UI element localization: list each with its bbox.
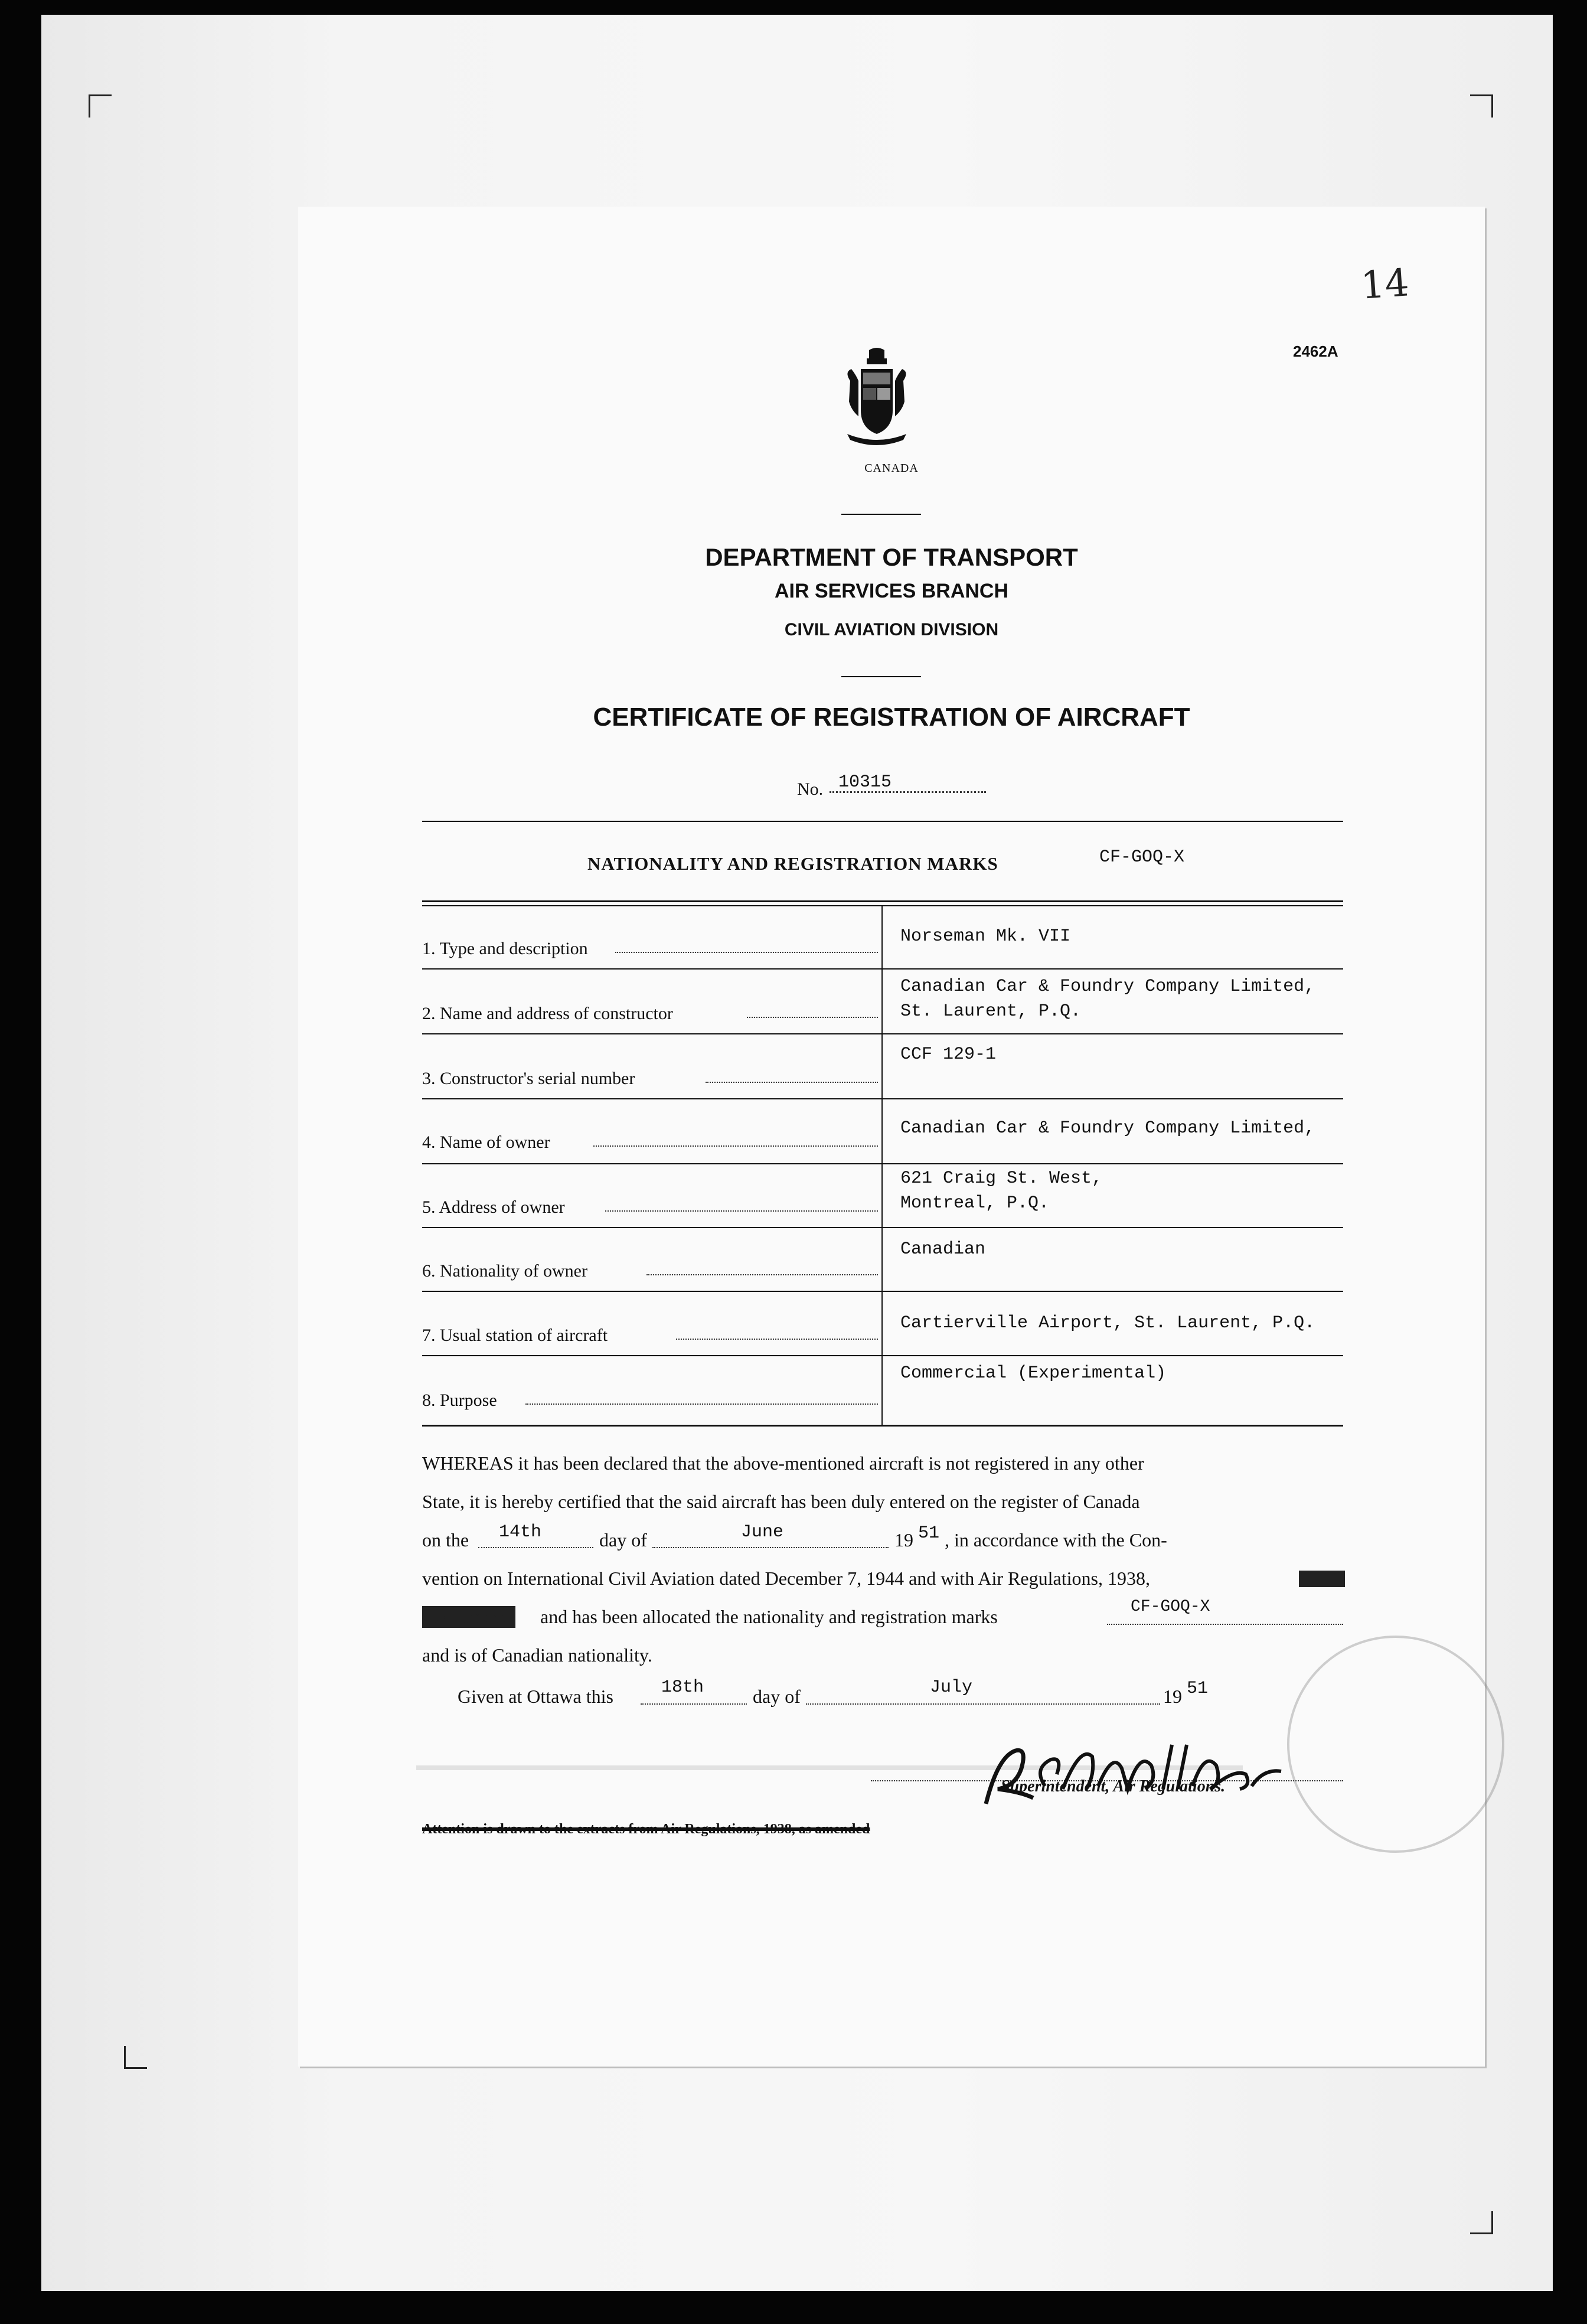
footer-struck-text: Attention is drawn to the extracts from Air Regulations, 1938, as amended xyxy=(422,1822,870,1837)
body-line-6: and is of Canadian nationality. xyxy=(422,1644,652,1666)
body-line-2: State, it is hereby certified that the said aircraft has been duly entered on the register of Canada xyxy=(422,1491,1140,1512)
dotted-leader xyxy=(641,1703,747,1705)
given-year: 51 xyxy=(1187,1679,1209,1699)
marks-label: NATIONALITY AND REGISTRATION MARKS xyxy=(587,853,998,874)
row-label: 5. Address of owner xyxy=(422,1197,565,1217)
strike-mark xyxy=(1299,1571,1345,1587)
branch-heading: AIR SERVICES BRANCH xyxy=(774,580,1009,602)
dotted-leader xyxy=(676,1339,878,1340)
register-year: 51 xyxy=(918,1523,940,1543)
row-value: Canadian Car & Foundry Company Limited, St. Laurent, P.Q. xyxy=(900,977,1315,1021)
row-label: 6. Nationality of owner xyxy=(422,1261,587,1281)
row-rule xyxy=(422,1227,1343,1228)
dotted-leader xyxy=(652,1547,889,1548)
row-value: Canadian Car & Foundry Company Limited, xyxy=(900,1118,1315,1138)
dotted-leader xyxy=(615,952,878,953)
body-line-1: WHEREAS it has been declared that the above-mentioned aircraft is not registered in any other xyxy=(422,1452,1144,1474)
row-label: 8. Purpose xyxy=(422,1391,497,1410)
dotted-leader xyxy=(706,1082,878,1083)
crop-mark xyxy=(1470,94,1493,117)
given-year-prefix: 19 xyxy=(1163,1686,1182,1707)
row-value: Norseman Mk. VII xyxy=(900,926,1071,946)
certificate-title: CERTIFICATE OF REGISTRATION OF AIRCRAFT xyxy=(593,703,1190,732)
emblem-caption: CANADA xyxy=(864,462,919,475)
row-value: Cartierville Airport, St. Laurent, P.Q. xyxy=(900,1313,1315,1333)
register-day: 14th xyxy=(499,1522,542,1542)
crop-mark xyxy=(1470,2211,1493,2234)
dotted-leader xyxy=(525,1403,878,1405)
dotted-leader xyxy=(747,1017,878,1018)
on-the-text: on the xyxy=(422,1529,469,1551)
row-value: 621 Craig St. West, Montreal, P.Q. xyxy=(900,1168,1103,1213)
row-rule xyxy=(422,1033,1343,1034)
dotted-leader xyxy=(605,1210,878,1212)
divider xyxy=(841,676,921,677)
divider xyxy=(422,821,1343,822)
given-prefix: Given at Ottawa this xyxy=(458,1686,613,1707)
certificate-no-label: No. xyxy=(797,779,824,799)
faint-seal xyxy=(1287,1636,1504,1853)
row-label: 4. Name of owner xyxy=(422,1132,550,1152)
row-label: 7. Usual station of aircraft xyxy=(422,1326,608,1345)
row-label: 3. Constructor's serial number xyxy=(422,1069,635,1088)
certificate-no-value: 10315 xyxy=(838,772,892,792)
department-heading: DEPARTMENT OF TRANSPORT xyxy=(705,543,1078,571)
body-line-5 xyxy=(422,1598,1343,1633)
row-label: 1. Type and description xyxy=(422,939,588,958)
day-of-text: day of xyxy=(599,1529,647,1551)
row-label: 2. Name and address of constructor xyxy=(422,1004,673,1023)
given-day: 18th xyxy=(661,1677,704,1698)
row-rule xyxy=(422,1098,1343,1099)
row-value: Commercial (Experimental) xyxy=(900,1363,1167,1383)
dotted-leader xyxy=(478,1547,593,1548)
form-number: 2462A xyxy=(1293,342,1338,360)
crop-mark xyxy=(89,94,112,117)
given-month: July xyxy=(930,1677,973,1698)
dotted-leader xyxy=(806,1703,1160,1705)
table-column-rule xyxy=(881,906,883,1426)
marks-value: CF-GOQ-X xyxy=(1099,847,1185,867)
convention-text: , in accordance with the Con- xyxy=(945,1529,1167,1551)
coat-of-arms-icon xyxy=(838,345,915,452)
row-rule xyxy=(422,1291,1343,1292)
register-month: June xyxy=(741,1522,784,1542)
dotted-leader xyxy=(1107,1624,1343,1625)
body-line-3 xyxy=(422,1522,1343,1556)
allocated-text: and has been allocated the nationality and registration marks xyxy=(540,1606,998,1627)
as-amended-struck: as amended, xyxy=(422,1606,516,1627)
row-rule xyxy=(422,968,1343,970)
division-heading: CIVIL AVIATION DIVISION xyxy=(784,620,999,639)
dotted-leader xyxy=(646,1274,878,1275)
table-top-rule xyxy=(422,905,1343,906)
dotted-leader xyxy=(593,1145,878,1147)
row-rule xyxy=(422,1163,1343,1164)
page-number: 14 xyxy=(1359,261,1410,308)
body-line-4: vention on International Civil Aviation dated December 7, 1944 and with Air Regulations, 1938, xyxy=(422,1568,1150,1589)
allocated-marks: CF-GOQ-X xyxy=(1131,1598,1210,1616)
signatory-title: Superintendent, Air Regulations. xyxy=(1001,1777,1226,1796)
table-bottom-rule xyxy=(422,1425,1343,1427)
row-value: Canadian xyxy=(900,1239,986,1259)
table-top-rule xyxy=(422,900,1343,902)
row-rule xyxy=(422,1355,1343,1356)
row-value: CCF 129-1 xyxy=(900,1045,997,1065)
crop-mark xyxy=(124,2046,147,2069)
signature xyxy=(974,1733,1305,1816)
given-line xyxy=(458,1677,1343,1712)
year-prefix: 19 xyxy=(894,1529,913,1551)
divider xyxy=(841,514,921,515)
given-day-of: day of xyxy=(753,1686,801,1707)
